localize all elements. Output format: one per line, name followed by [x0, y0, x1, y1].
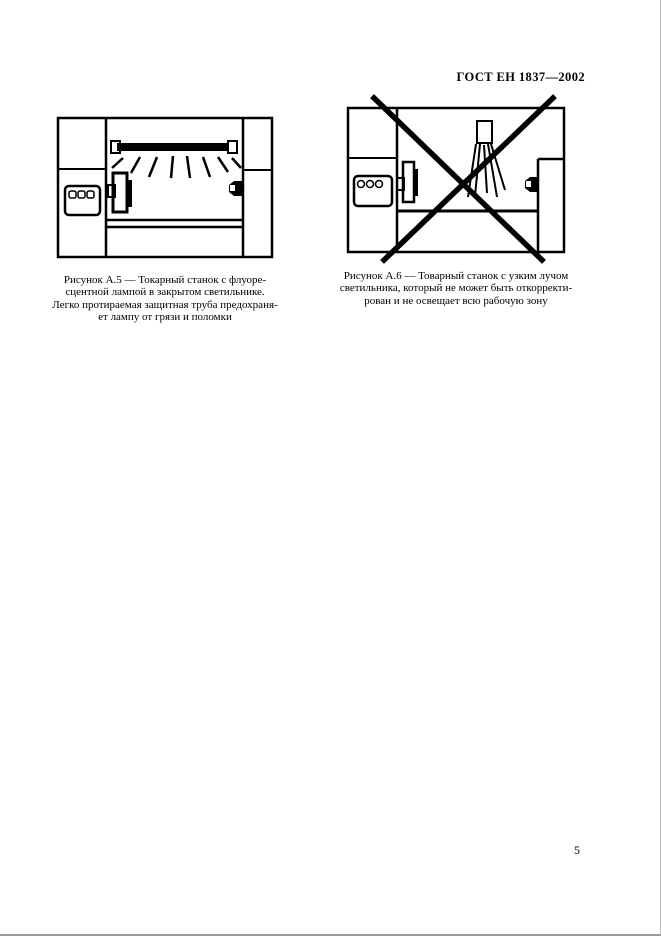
tailstock-center: [230, 185, 235, 191]
caption-line: Легко протираемая защитная труба предохраня-: [52, 298, 278, 311]
caption-line: сцентной лампой в закрытом светильнике.: [65, 286, 265, 299]
figure-a5-caption: [35, 274, 295, 323]
page-number: 5: [574, 843, 580, 857]
chuck-backplate: [127, 180, 132, 207]
caption-line: рован и не освещает всю рабочую зону: [364, 294, 548, 307]
lamp-end-cap-right: [228, 141, 237, 153]
control-panel-buttons: [69, 191, 94, 198]
control-panel-buttons: [358, 181, 383, 188]
light-rays: [112, 156, 241, 178]
caption-line: Рисунок А.6 — Товарный станок с узким лучом: [343, 270, 569, 282]
narrow-beam-lamp: [477, 121, 492, 143]
fluorescent-lamp-tube: [117, 143, 229, 151]
standard-designation-header: ГОСТ ЕН 1837—2002: [456, 70, 585, 84]
caption-line: ет лампу от грязи и поломки: [98, 310, 232, 323]
figure-a6-lathe-narrow-beam-crossed: [344, 93, 570, 267]
caption-line: Рисунок А.5 — Токарный станок с флуоре-: [63, 274, 267, 286]
caption-line: светильника, который не может быть откорректи-: [339, 282, 573, 295]
tailstock-center: [526, 181, 531, 187]
chuck-backplate: [414, 169, 418, 196]
figure-a6-caption: [328, 270, 584, 307]
figure-a5-lathe-fluorescent-lamp: [56, 116, 274, 258]
